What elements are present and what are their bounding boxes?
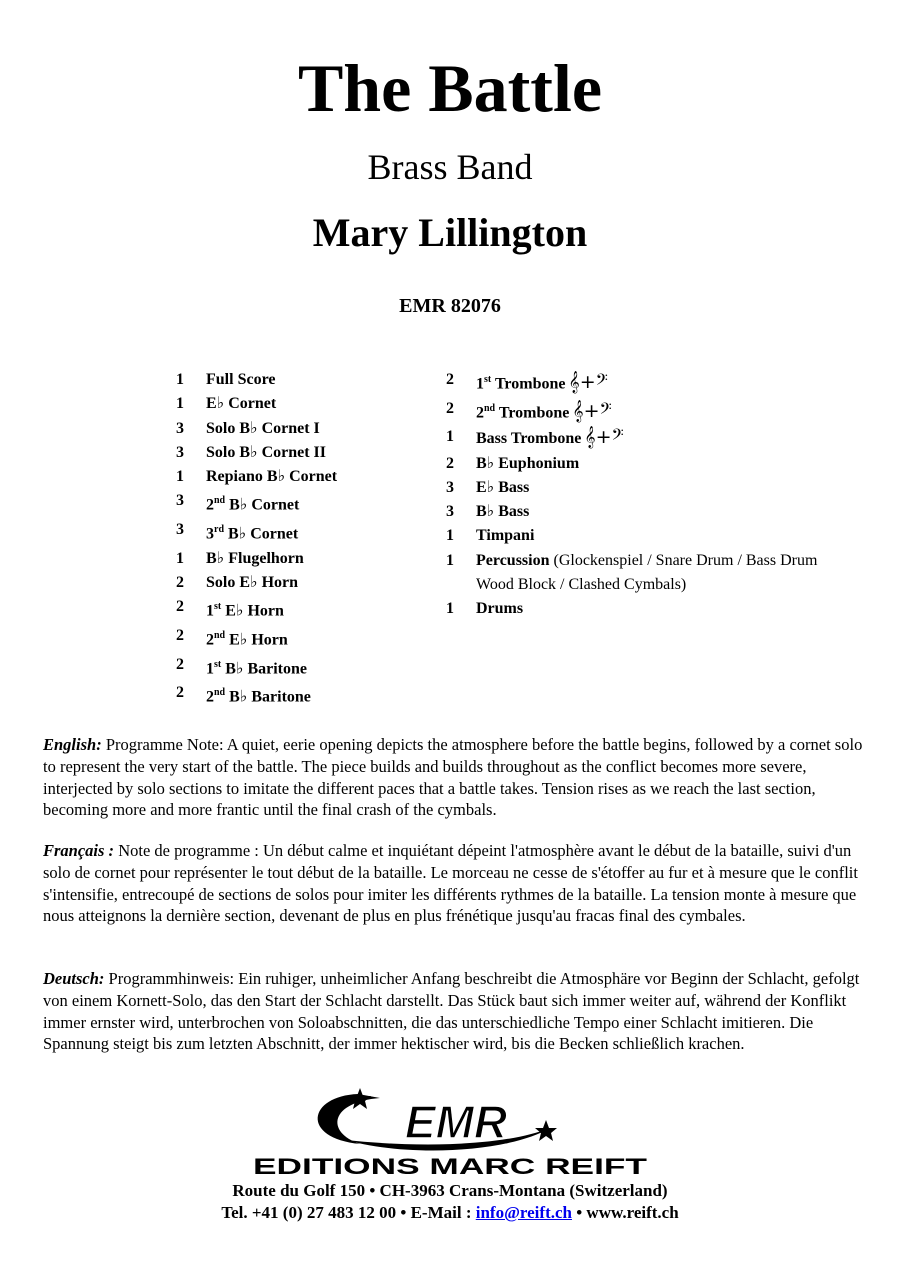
part-label: B♭ Bass (476, 503, 530, 521)
german-text: Programmhinweis: Ein ruhiger, unheimlicher Anfang beschreibt die Atmosphäre vor Beginn der Schlacht, gefolgt von einem Kornett-Solo, das den Start der Schlacht darstellt. Das Stück baut sich immer weiter auf, während der Konflikt immer ernster wird, unterbrochen von Soloabschnitten, die das unterschiedliche Tempo einer Schlacht imitieren. Die Spannung steigt bis zum letzten Abschnitt, der immer hektischer wird, bis die Becken schließlich krachen. (43, 969, 860, 1054)
part-quantity: 1 (176, 371, 184, 388)
part-label: Repiano B♭ Cornet (206, 468, 338, 486)
part-name (206, 368, 436, 392)
website-text: • www.reift.ch (571, 1203, 679, 1222)
part-row (446, 500, 886, 524)
part-label: E♭ Cornet (206, 395, 277, 413)
part-label: E♭ Horn (225, 631, 288, 649)
part-quantity: 3 (446, 503, 454, 521)
part-label: B♭ Flugelhorn (206, 549, 304, 567)
part-quantity: 1 (446, 551, 454, 569)
part-quantity: 3 (176, 419, 184, 437)
part-ordinal: 1 (476, 375, 484, 393)
part-row (176, 441, 436, 465)
part-detail: Wood Block / Clashed Cymbals) (476, 576, 687, 594)
composer-name: Mary Lillington (312, 210, 588, 255)
part-detail: (Glockenspiel / Snare Drum / Bass Drum (549, 551, 818, 569)
part-ordinal: 2 (206, 496, 214, 514)
english-text: Programme Note: A quiet, eerie opening depicts the atmosphere before the battle begins, followed by a cornet solo to represent the very start of the battle. The piece builds and builds throughout as the conflict becomes more severe, interjected by solo sections to imitate the different paces that a battle takes. Tension rises as we reach the last section, becoming more and more frantic until the final crash of the cymbals. (43, 735, 863, 820)
phone-line: Tel. +41 (0) 27 483 12 00 • E-Mail : (221, 1203, 476, 1222)
part-ordinal: 2 (206, 688, 214, 706)
part-label: Trombone (491, 375, 566, 393)
part-row (176, 681, 436, 710)
part-row (446, 425, 886, 451)
email-link[interactable]: info@reift.ch (475, 1203, 572, 1222)
programme-note-english (43, 734, 863, 821)
part-ordinal-suffix: st (214, 601, 222, 613)
parts-list-left (176, 368, 436, 710)
part-quantity: 1 (176, 549, 184, 567)
part-name (476, 476, 886, 500)
part-label: Full Score (206, 371, 276, 388)
part-quantity: 1 (176, 395, 184, 413)
publisher-contact (0, 1202, 900, 1224)
part-name (206, 547, 436, 571)
part-label: Percussion (476, 551, 550, 569)
part-row (176, 547, 436, 571)
part-name (206, 489, 436, 518)
part-label: Drums (476, 600, 524, 618)
part-quantity: 2 (176, 574, 184, 592)
part-row (176, 465, 436, 489)
part-row (176, 624, 436, 653)
part-name (476, 597, 886, 621)
part-quantity: 3 (176, 492, 184, 510)
part-name (206, 653, 436, 682)
part-ordinal: 1 (206, 602, 214, 620)
part-ordinal-suffix: st (484, 374, 492, 385)
part-quantity: 3 (176, 443, 184, 461)
part-name (476, 500, 886, 524)
part-ordinal: 2 (476, 403, 484, 421)
part-name (476, 524, 886, 548)
part-name (476, 452, 886, 476)
part-name (206, 595, 436, 624)
publisher-address: Route du Golf 150 • CH-3963 Crans-Montana (Switzerland) (232, 1181, 668, 1200)
part-row (176, 518, 436, 547)
part-name (476, 368, 886, 397)
logo-star-right (535, 1120, 557, 1141)
part-name (476, 425, 886, 451)
part-row (176, 417, 436, 441)
french-text: Note de programme : Un début calme et inquiétant dépeint l'atmosphère avant le début de la bataille, suivi d'un solo de cornet pour représenter le tout début de la bataille. Le morceau ne cesse de s'étoffer au fur et à mesure que le conflit s'intensifie, entrecoupé de sections de solos pour imiter les différents rythmes de la bataille. La tension monte à mesure que nous atteignons la dernière section, devenant de plus en plus frénétique jusqu'au fracas final des cymbales. (43, 841, 858, 926)
part-name (206, 681, 436, 710)
part-row (176, 653, 436, 682)
part-label: B♭ Euphonium (476, 454, 580, 472)
treble-bass-clef-icon: 𝄞+𝄢 (568, 371, 608, 394)
part-label: Solo E♭ Horn (206, 574, 299, 592)
part-label: Trombone (495, 403, 570, 421)
part-quantity: 2 (176, 684, 184, 702)
french-label: Français : (43, 841, 115, 860)
part-ordinal: 2 (206, 631, 214, 649)
part-name (206, 518, 436, 547)
part-quantity: 1 (446, 527, 454, 545)
part-quantity: 3 (446, 478, 454, 496)
part-ordinal: 1 (206, 659, 214, 677)
part-quantity: 2 (446, 399, 454, 417)
part-quantity: 1 (446, 428, 454, 446)
part-row (176, 489, 436, 518)
logo-star-left (349, 1088, 371, 1109)
part-name (206, 417, 436, 441)
part-row (446, 573, 886, 597)
part-row (446, 549, 886, 573)
part-quantity: 2 (176, 655, 184, 673)
part-label: Timpani (476, 527, 535, 545)
score-title: The Battle (297, 50, 603, 126)
part-name (476, 573, 886, 597)
programme-note-german (43, 968, 863, 1055)
treble-bass-clef-icon: 𝄞+𝄢 (572, 399, 612, 422)
part-name (206, 465, 436, 489)
part-row (176, 595, 436, 624)
part-name (206, 571, 436, 595)
part-quantity (446, 573, 476, 597)
german-label: Deutsch: (43, 969, 105, 988)
part-quantity: 3 (176, 521, 184, 539)
part-row (446, 397, 886, 426)
part-label: Solo B♭ Cornet I (206, 419, 320, 437)
part-label: Solo B♭ Cornet II (206, 443, 326, 461)
part-name (476, 549, 886, 573)
catalog-number: EMR 82076 (399, 295, 501, 317)
part-quantity: 1 (176, 468, 184, 486)
part-row (176, 392, 436, 416)
part-name (206, 441, 436, 465)
part-label: B♭ Baritone (221, 659, 307, 677)
part-name (476, 397, 886, 426)
part-ordinal: 3 (206, 525, 214, 543)
treble-bass-clef-icon: 𝄞+𝄢 (584, 426, 624, 449)
part-row (446, 476, 886, 500)
programme-note-french (43, 840, 863, 927)
part-row (446, 452, 886, 476)
logo-swoosh (318, 1094, 380, 1144)
part-quantity: 2 (176, 626, 184, 644)
emr-logo (250, 1088, 650, 1178)
logo-company-name: EDITIONS MARC REIFT (253, 1154, 648, 1178)
part-ordinal-suffix: nd (214, 687, 226, 699)
part-label: B♭ Cornet (224, 525, 299, 543)
english-label: English: (43, 735, 102, 754)
part-ordinal-suffix: rd (214, 524, 224, 536)
part-ordinal-suffix: nd (214, 495, 226, 507)
part-label: E♭ Bass (476, 478, 530, 496)
part-name (206, 624, 436, 653)
ensemble-subtitle: Brass Band (367, 147, 533, 187)
part-row (176, 571, 436, 595)
parts-list-right (446, 368, 886, 622)
part-label: B♭ Cornet (225, 496, 300, 514)
part-quantity: 1 (446, 600, 454, 618)
part-ordinal-suffix: nd (214, 629, 226, 641)
part-ordinal-suffix: nd (484, 402, 496, 414)
part-quantity: 2 (176, 598, 184, 616)
part-name (206, 392, 436, 416)
part-ordinal-suffix: st (214, 658, 222, 670)
part-quantity: 2 (446, 371, 454, 388)
part-row (176, 368, 436, 392)
part-row (446, 524, 886, 548)
part-row (446, 597, 886, 621)
part-label: E♭ Horn (221, 602, 284, 620)
part-label: B♭ Baritone (225, 688, 311, 706)
logo-mark: EMR (404, 1096, 508, 1148)
part-label: Bass Trombone (476, 430, 582, 448)
part-quantity: 2 (446, 454, 454, 472)
part-row (446, 368, 886, 397)
